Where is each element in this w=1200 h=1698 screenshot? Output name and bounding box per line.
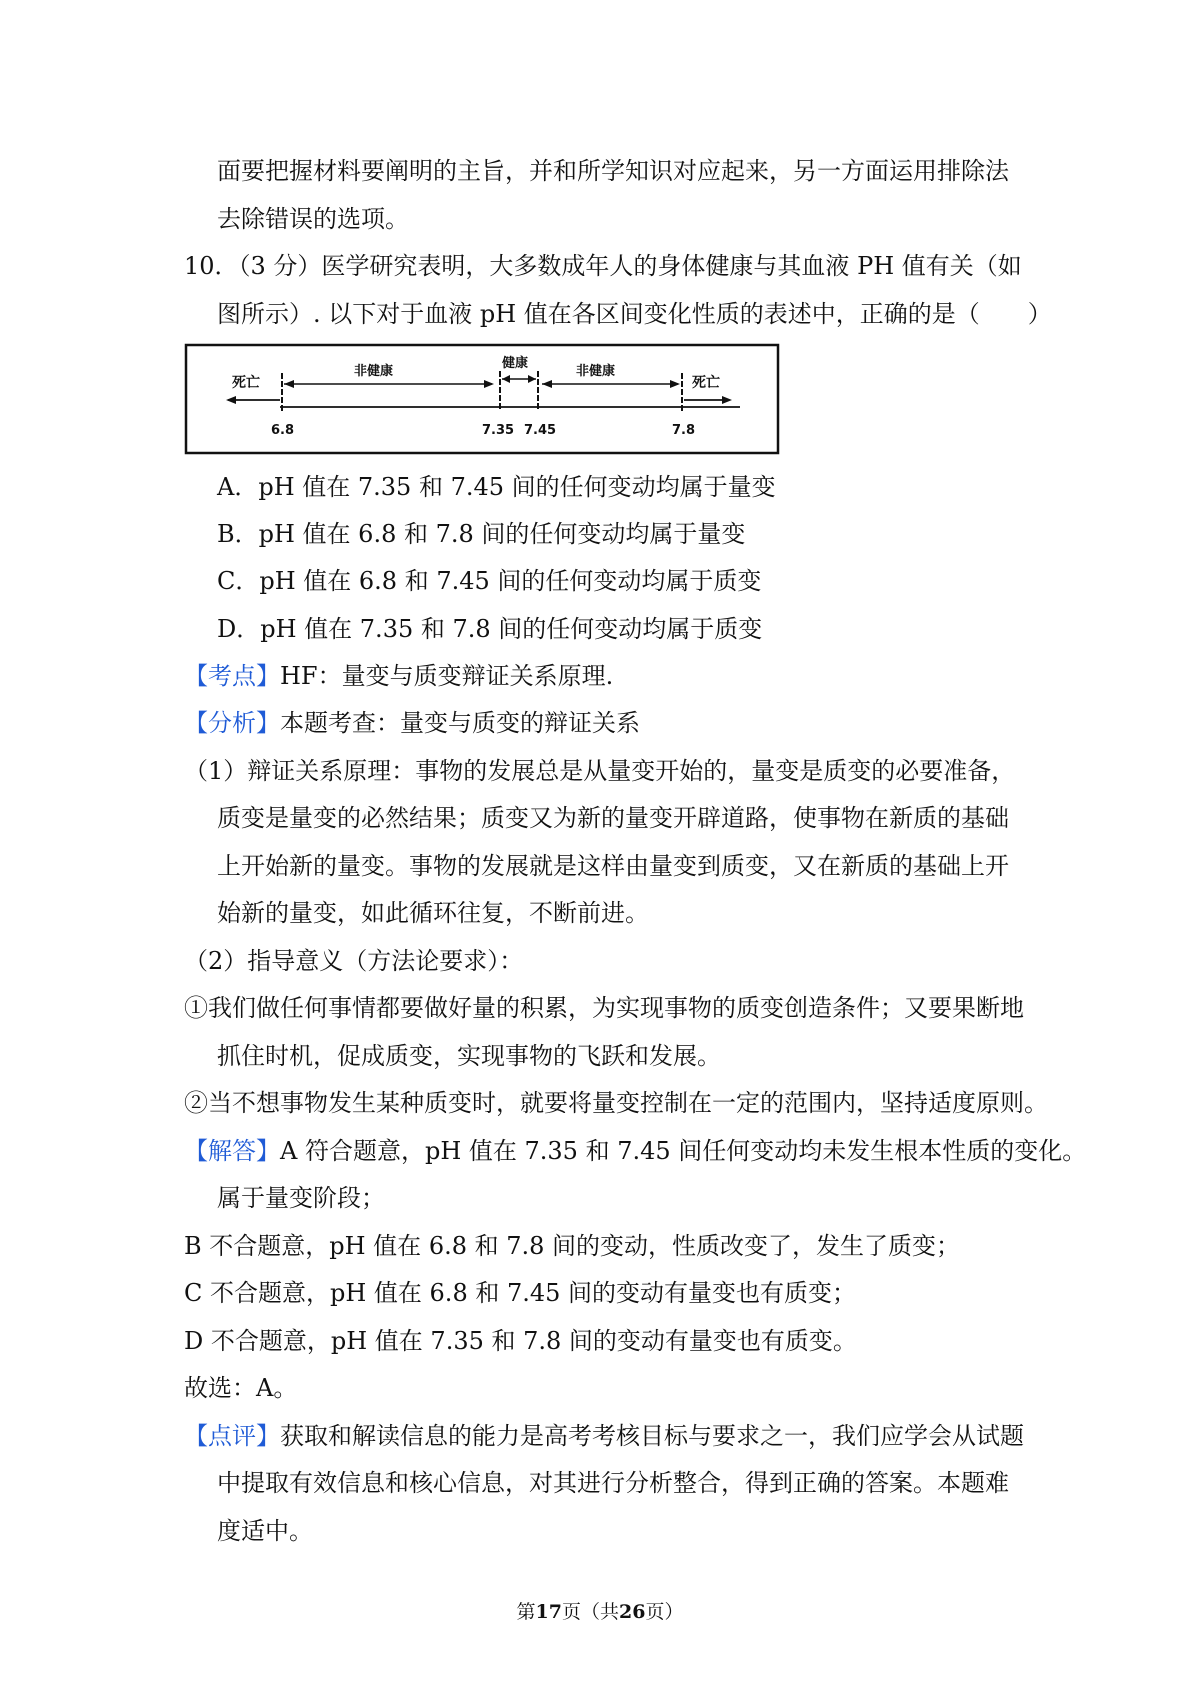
final-answer: 故选：A。 bbox=[184, 1374, 298, 1402]
label-death-left: 死亡 bbox=[232, 375, 260, 391]
tick-label: 7.45 bbox=[524, 423, 557, 438]
footer-text: 第 bbox=[516, 1601, 536, 1623]
dianping-line bbox=[184, 1420, 1024, 1452]
analysis-line: 始新的量变，如此循环往复，不断前进。 bbox=[217, 899, 649, 927]
answer-line: 属于量变阶段； bbox=[217, 1184, 385, 1212]
analysis-line: （1）辩证关系原理：事物的发展总是从量变开始的，量变是质变的必要准备， bbox=[184, 757, 1016, 785]
fenxi-line bbox=[184, 707, 640, 739]
kaodian-text: HF：量变与质变辩证关系原理. bbox=[280, 662, 614, 690]
option-c: C．pH 值在 6.8 和 7.45 间的任何变动均属于质变 bbox=[217, 567, 762, 595]
label-death-right: 死亡 bbox=[692, 375, 720, 391]
text-line: 去除错误的选项。 bbox=[217, 205, 409, 233]
jieda-line bbox=[184, 1135, 1086, 1167]
jieda-tag: 【解答】 bbox=[184, 1137, 280, 1165]
analysis-line: 质变是量变的必然结果；质变又为新的量变开辟道路，使事物在新质的基础 bbox=[217, 804, 1009, 832]
ph-diagram bbox=[184, 343, 780, 455]
dianping-text: 获取和解读信息的能力是高考考核目标与要求之一，我们应学会从试题 bbox=[280, 1422, 1024, 1450]
tick-label: 6.8 bbox=[271, 423, 295, 438]
option-b: B．pH 值在 6.8 和 7.8 间的任何变动均属于量变 bbox=[217, 520, 746, 548]
footer-text: 页（共 bbox=[561, 1601, 619, 1623]
analysis-line: （2）指导意义（方法论要求）： bbox=[184, 947, 524, 975]
tick-label: 7.35 bbox=[482, 423, 515, 438]
fenxi-text: 本题考查：量变与质变的辩证关系 bbox=[280, 709, 640, 737]
comment-line: 中提取有效信息和核心信息，对其进行分析整合，得到正确的答案。本题难 bbox=[217, 1469, 1009, 1497]
comment-line: 度适中。 bbox=[217, 1517, 313, 1545]
label-healthy: 健康 bbox=[502, 356, 529, 371]
page-total: 26 bbox=[619, 1601, 646, 1623]
analysis-line: 抓住时机，促成质变，实现事物的飞跃和发展。 bbox=[217, 1042, 721, 1070]
option-d: D．pH 值在 7.35 和 7.8 间的任何变动均属于质变 bbox=[217, 615, 763, 643]
jieda-text: A 符合题意，pH 值在 7.35 和 7.45 间任何变动均未发生根本性质的变化。 bbox=[280, 1137, 1087, 1165]
page-number: 17 bbox=[535, 1601, 562, 1623]
label-unhealthy-right: 非健康 bbox=[576, 364, 616, 379]
analysis-line: 上开始新的量变。事物的发展就是这样由量变到质变，又在新质的基础上开 bbox=[217, 852, 1009, 880]
footer-text: 页） bbox=[645, 1601, 684, 1623]
dianping-tag: 【点评】 bbox=[184, 1422, 280, 1450]
option-a: A．pH 值在 7.35 和 7.45 间的任何变动均属于量变 bbox=[217, 473, 776, 501]
analysis-line: ①我们做任何事情都要做好量的积累，为实现事物的质变创造条件；又要果断地 bbox=[184, 994, 1024, 1022]
question-title: 10．（3 分）医学研究表明，大多数成年人的身体健康与其血液 PH 值有关（如 bbox=[184, 252, 1022, 280]
answer-line: C 不合题意，pH 值在 6.8 和 7.45 间的变动有量变也有质变； bbox=[184, 1279, 857, 1307]
kaodian-tag: 【考点】 bbox=[184, 662, 280, 690]
question-title-cont: 图所示）. 以下对于血液 pH 值在各区间变化性质的表述中，正确的是（ ） bbox=[217, 300, 1052, 328]
tick-label: 7.8 bbox=[672, 423, 696, 438]
analysis-line: ②当不想事物发生某种质变时，就要将量变控制在一定的范围内，坚持适度原则。 bbox=[184, 1089, 1048, 1117]
page-footer bbox=[0, 1600, 1200, 1624]
kaodian-line bbox=[184, 660, 613, 692]
answer-line: B 不合题意，pH 值在 6.8 和 7.8 间的变动，性质改变了，发生了质变； bbox=[184, 1232, 961, 1260]
fenxi-tag: 【分析】 bbox=[184, 709, 280, 737]
answer-line: D 不合题意，pH 值在 7.35 和 7.8 间的变动有量变也有质变。 bbox=[184, 1327, 857, 1355]
text-line: 面要把握材料要阐明的主旨，并和所学知识对应起来，另一方面运用排除法 bbox=[217, 157, 1009, 185]
label-unhealthy-left: 非健康 bbox=[354, 364, 394, 379]
